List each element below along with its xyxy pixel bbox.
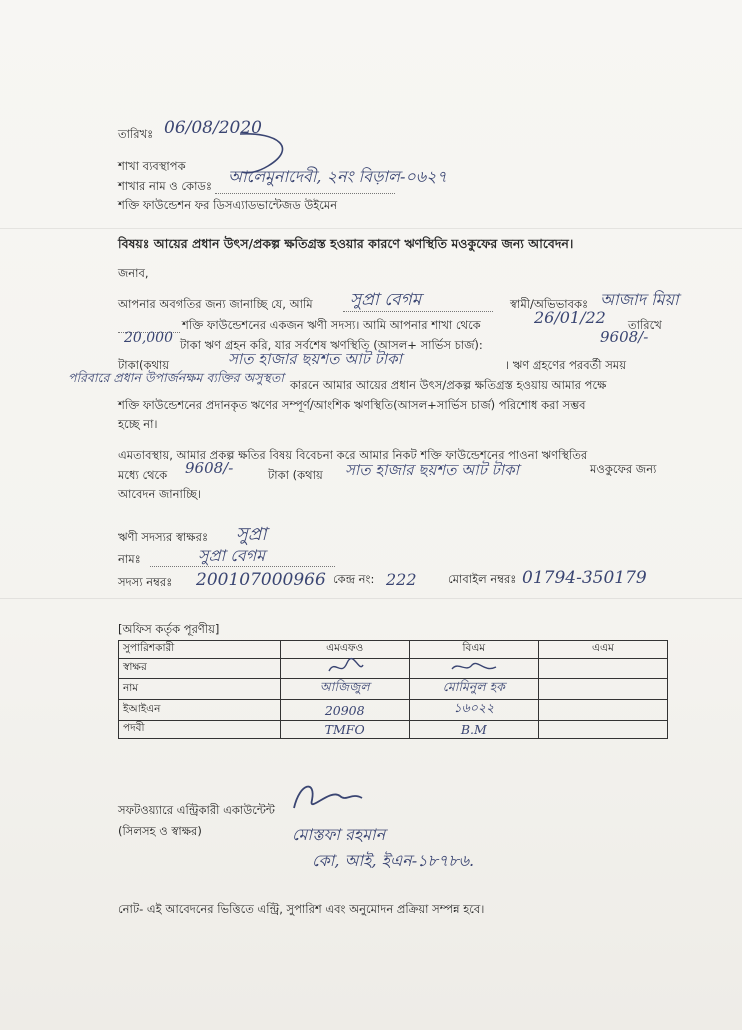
branch-value: আলেমুনাদেবী, ২নং বিড়াল-০৬২৭ [228, 167, 447, 186]
row-label: নাম [119, 679, 281, 700]
row-label: স্বাক্ষর [119, 659, 281, 679]
para1-line4: । ঋণ গ্রহণের পরবর্তী সময় [505, 358, 626, 372]
branch-manager: শাখা ব্যবস্থাপক [118, 159, 186, 173]
table-row [119, 721, 668, 739]
accountant-label: সফটওয়্যারে এন্ট্রিকারী একাউন্টেন্ট [118, 803, 275, 817]
center-label: কেন্দ্র নং: [333, 572, 375, 586]
loan-date-hw: 26/01/22 [534, 308, 606, 327]
para1-line7: হচ্ছে না। [118, 417, 158, 431]
member-id: 200107000966 [196, 570, 326, 590]
footer-note: নোট- এই আবেদনের ভিত্তিতে এন্ট্রি, সুপারিশ এবং অনুমোদন প্রক্রিয়া সম্পন্ন হবে। [118, 902, 485, 916]
table-cell [538, 679, 667, 700]
table-cell [538, 659, 667, 679]
para1-line1: আপনার অবগতির জন্য জানাচ্ছি যে, আমি [118, 297, 313, 311]
salutation: জনাব, [118, 266, 149, 280]
member-name-value: সুপ্রা বেগম [198, 546, 266, 565]
table-cell [538, 721, 667, 739]
para2-line3: আবেদন জানাচ্ছি। [118, 487, 202, 501]
para2-line2: মধ্যে থেকে [118, 468, 168, 482]
member-name-label: নামঃ [118, 552, 141, 566]
para2-line1: এমতাবস্থায়, আমার প্রকল্প ক্ষতির বিষয় বিবেচনা করে আমার নিকট শক্তি ফাউন্ডেশনের পাওনা ঋণস্থিতির [118, 448, 588, 462]
para1-line2: শক্তি ফাউন্ডেশনের একজন ঋণী সদস্য। আমি আপনার শাখা থেকে [182, 318, 481, 332]
waiver-words-hw: সাত হাজার ছয়শত আট টাকা [345, 461, 519, 479]
para2-waiver: মওকুফের জন্য [590, 462, 657, 476]
bm-signature-mark [444, 659, 504, 675]
balance-words-hw: সাত হাজার ছয়শত আট টাকা [228, 350, 402, 368]
date-label: তারিখঃ [118, 127, 154, 141]
accountant-signature [290, 778, 370, 818]
para2-words-label: টাকা (কথায় [268, 468, 323, 482]
mobile-number: 01794-350179 [522, 568, 647, 588]
table-header-row [119, 641, 668, 659]
accountant-sublabel: (সিলসহ ও স্বাক্ষর) [118, 824, 202, 838]
branch-label: শাখার নাম ও কোডঃ [118, 179, 213, 193]
waiver-amount-hw: 9608/- [185, 459, 234, 477]
mfo-signature-mark [315, 659, 375, 675]
header-cell: বিএম [409, 641, 538, 659]
reason-hw: পরিবারে প্রধান উপার্জনক্ষম ব্যক্তির অসুস্থতা [68, 370, 284, 385]
mfo-signature [280, 659, 409, 679]
header-cell: এএম [538, 641, 667, 659]
para1-line5: কারনে আমার আয়ের প্রধান উৎস/প্রকল্প ক্ষতিগ্রস্ত হওয়ায় আমার পক্ষে [290, 378, 607, 392]
table-cell [538, 700, 667, 721]
header-cell: সুপারিশকারী [119, 641, 281, 659]
bm-signature [409, 659, 538, 679]
loan-amount-hw: 20,000 [124, 330, 173, 346]
para1-line3: টাকা ঋণ গ্রহন করি, যার সর্বশেষ ঋণস্থিতি (আসল+ সার্ভিস চার্জ): [180, 338, 483, 352]
table-cell: 20908 [280, 700, 409, 721]
para1-line6: শক্তি ফাউন্ডেশনের প্রদানকৃত ঋণের সম্পূর্ণ/আংশিক ঋণস্থিতি(আসল+সার্ভিস চার্জ) পরিশোধ করা সম্ভব [118, 398, 586, 412]
table-cell: মোমিনুল হক [409, 679, 538, 700]
table-row [119, 679, 668, 700]
accountant-ein-hw: কো, আই, ইএন-১৮৭৮৬. [312, 851, 475, 870]
balance-hw: 9608/- [600, 328, 649, 346]
paper-fold [0, 598, 742, 599]
mobile-label: মোবাইল নম্বরঃ [448, 572, 517, 586]
table-row [119, 659, 668, 679]
date-suffix: তারিখে [628, 318, 662, 332]
row-label: পদবী [119, 721, 281, 739]
subject: বিষয়ঃ আয়ের প্রধান উৎস/প্রকল্প ক্ষতিগ্রস্ত হওয়ার কারণে ঋণস্থিতি মওকুফের জন্য আবেদন। [118, 236, 574, 251]
words-label: টাকা(কথায় [118, 358, 170, 372]
table-cell: ১৬০২২ [409, 700, 538, 721]
organization-name: শক্তি ফাউন্ডেশন ফর ডিসএ্যাডভান্টেজড উইমেন [118, 198, 338, 212]
paper-fold [0, 228, 742, 229]
table-cell: B.M [409, 721, 538, 739]
row-label: ইআইএন [119, 700, 281, 721]
office-heading: [অফিস কর্তৃক পূরণীয়] [118, 622, 220, 636]
member-name-hw: সুপ্রা বেগম [350, 290, 422, 310]
table-cell: TMFO [280, 721, 409, 739]
dotted-line [215, 192, 395, 194]
accountant-name-hw: মোস্তফা রহমান [292, 825, 386, 844]
office-table [118, 640, 668, 739]
member-signature: সুপ্রা [236, 524, 267, 545]
center-number: 222 [386, 570, 417, 589]
table-cell: আজিজুল [280, 679, 409, 700]
guardian-label: স্বামী/অভিভাবকঃ [510, 297, 589, 311]
table-row [119, 700, 668, 721]
member-sig-label: ঋণী সদস্যর স্বাক্ষরঃ [118, 530, 209, 544]
date-value: 06/08/2020 [164, 118, 262, 138]
guardian-hw: আজাদ মিয়া [600, 290, 679, 309]
member-id-label: সদস্য নম্বরঃ [118, 575, 173, 589]
header-cell: এমএফও [280, 641, 409, 659]
